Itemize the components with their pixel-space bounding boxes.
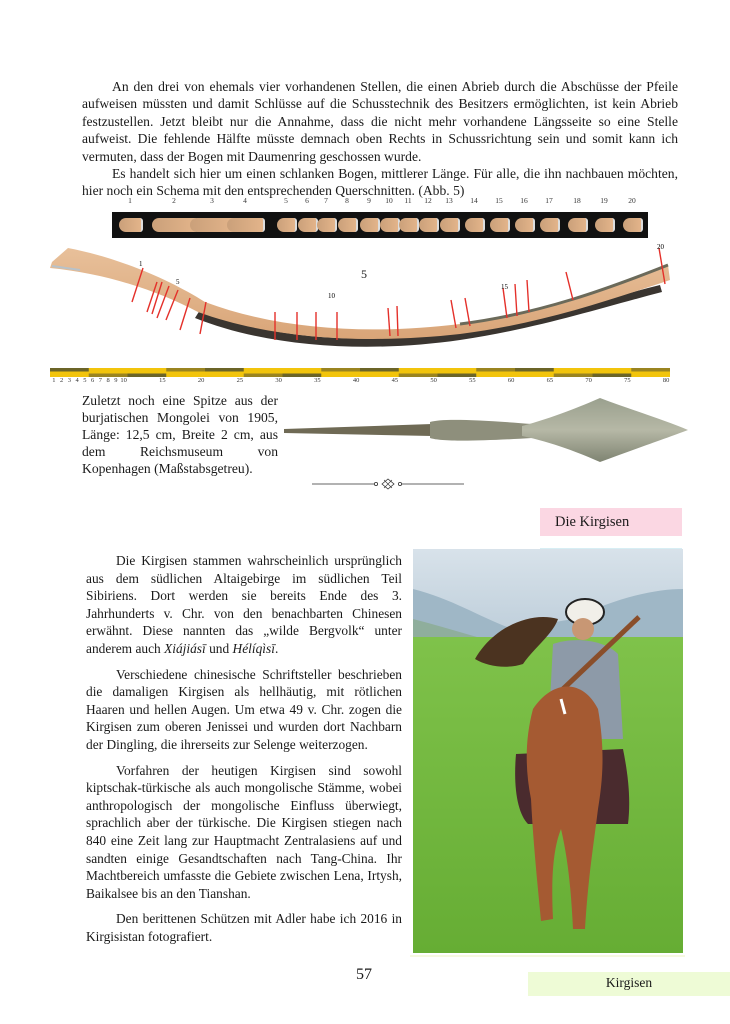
scale-label: 7 xyxy=(98,377,102,384)
cross-section-label: 15 xyxy=(495,196,503,205)
cross-section-label: 17 xyxy=(545,196,553,205)
scale-label: 55 xyxy=(469,377,476,384)
scale-label: 2 xyxy=(60,377,64,384)
cross-section-piece xyxy=(465,218,485,232)
scale-label: 35 xyxy=(314,377,321,384)
cross-section-piece xyxy=(399,218,419,232)
cross-section-piece xyxy=(338,218,358,232)
scale-stripe xyxy=(631,368,670,372)
scale-label: 30 xyxy=(275,377,282,384)
section-heading-box xyxy=(540,508,682,536)
cross-section-piece xyxy=(298,218,318,232)
section-cut-line xyxy=(515,284,517,316)
section-cut-line xyxy=(397,306,398,336)
scale-label: 75 xyxy=(624,377,631,384)
cross-section-label: 16 xyxy=(520,196,528,205)
cross-section-label: 14 xyxy=(470,196,478,205)
chapter-tag-label: Kirgisen xyxy=(605,975,653,990)
scale-stripe xyxy=(166,368,205,372)
paragraph: Verschiedene chinesische Schriftsteller beschrieben die damaligen Kirgisen als hellhäutig, mit rötlichen Haaren und hellen Augen. Um etwa 49 v. Chr. zogen die Kirgisen zum oberen Jenissei und wurden dort Nachbarn der Dingling, die ihrerseits zur Selenge weiterzogen. xyxy=(86,666,402,752)
page-number: 57 xyxy=(356,966,372,983)
divider xyxy=(410,955,685,957)
rider-face xyxy=(572,618,594,640)
intro-text-block xyxy=(82,78,678,200)
cross-section-piece xyxy=(515,218,535,232)
cross-section-piece xyxy=(227,218,265,232)
scale-label: 6 xyxy=(91,377,95,384)
arrowhead-image xyxy=(282,396,692,466)
scale-label: 4 xyxy=(75,377,79,384)
photo-mounted-archer xyxy=(413,549,683,953)
cross-section-label: 10 xyxy=(385,196,393,205)
cross-section-piece xyxy=(623,218,643,232)
bow-marker-1: 1 xyxy=(139,260,143,268)
cross-section-piece xyxy=(317,218,337,232)
scale-stripe xyxy=(50,368,89,372)
cross-section-piece xyxy=(540,218,560,232)
arrowhead-tang xyxy=(284,424,432,436)
paragraph: Es handelt sich hier um einen schlanken Bogen, mittlerer Länge. Für alle, die ihn nachbauen möchten, hier noch ein Schema mit den entsprechenden Querschnitten. (Abb. 5) xyxy=(82,166,678,199)
scale-label: 50 xyxy=(430,377,437,384)
section-cut-line xyxy=(451,300,456,328)
ornament-divider xyxy=(312,478,464,490)
cross-section-label: 19 xyxy=(600,196,608,205)
scale-label: 10 xyxy=(120,377,127,384)
bow-limb xyxy=(50,248,670,339)
scale-label: 40 xyxy=(352,377,360,384)
chapter-tag xyxy=(528,972,730,996)
caption-text: Zuletzt noch eine Spitze aus der burjatischen Mongolei von 1905, Länge: 12,5 cm, Breite 2 cm, aus dem Reichsmuseum von Kopenhagen (Maßstabsgetreu). xyxy=(82,393,278,476)
scale-label: 1 xyxy=(52,377,56,384)
section-cut-line xyxy=(503,288,507,318)
cross-section-label: 3 xyxy=(210,196,214,205)
cross-section-piece xyxy=(419,218,439,232)
cross-section-label: 2 xyxy=(172,196,176,205)
cross-section-label: 7 xyxy=(324,196,328,205)
paragraph: Die Kirgisen stammen wahrscheinlich ursprünglich aus dem südlichen Altaigebirge im südlichen Teil Sibiriens. Dort werden sie bereits Ende des 3. Jahrhunderts v. Chr. von den benachbarten Chinesen erwähnt. Diese nannten das „wilde Bergvolk“ unter anderem auch Xiájiásī und Hélíqìsī. xyxy=(86,553,402,656)
cross-section-piece xyxy=(119,218,143,232)
cross-section-piece xyxy=(380,218,400,232)
cross-section-label: 6 xyxy=(305,196,309,205)
section-cut-line xyxy=(527,280,529,312)
cross-section-piece xyxy=(595,218,615,232)
arrowhead-blade xyxy=(522,398,688,462)
cross-section-piece xyxy=(277,218,297,232)
cross-section-piece xyxy=(360,218,380,232)
cross-section-label: 12 xyxy=(424,196,432,205)
arrowhead-socket xyxy=(430,420,532,441)
chinese-term: Hélíqìsī xyxy=(232,640,275,656)
scale-stripe xyxy=(321,368,360,372)
cross-section-label: 1 xyxy=(128,196,132,205)
cross-section-piece xyxy=(440,218,460,232)
paragraph: Den berittenen Schützen mit Adler habe ich 2016 in Kirgisistan fotografiert. xyxy=(86,911,402,944)
bow-diagram xyxy=(40,240,690,360)
section-heading: Die Kirgisen xyxy=(555,514,630,530)
scale-labels xyxy=(50,377,670,387)
cross-section-piece xyxy=(490,218,510,232)
cross-section-label: 11 xyxy=(404,196,412,205)
cross-section-label: 13 xyxy=(445,196,453,205)
body-text-column xyxy=(86,552,402,953)
scale-label: 45 xyxy=(391,377,399,384)
scale-label: 60 xyxy=(507,377,515,384)
scale-stripe xyxy=(476,368,515,372)
scale-label: 5 xyxy=(83,377,87,384)
bow-marker-15: 15 xyxy=(501,283,508,291)
bow-marker-5: 5 xyxy=(176,278,180,286)
scale-label: 3 xyxy=(67,377,71,384)
scale-label: 9 xyxy=(114,377,118,384)
arrowhead-caption xyxy=(82,392,278,477)
chinese-term: Xiájiásī xyxy=(164,640,206,656)
scale-stripe xyxy=(360,368,399,372)
scale-label: 20 xyxy=(197,377,205,384)
figure-label: 5 xyxy=(361,267,367,281)
scale-label: 80 xyxy=(662,377,670,384)
scale-stripe xyxy=(205,368,244,372)
paragraph: Vorfahren der heutigen Kirgisen sind sowohl kiptschak-türkische als auch mongolische Stämme, wobei anthropologisch der mongolische Einfluss überwiegt, sprachlich aber der türkische. Die Kirgisen stiegen nach 840 eine Zeit lang zur Hauptmacht Zentralasiens auf und sandten einige Gesandtschaften nach Tang-China. Ihr Machtbereich umfasste die Gebiete zwischen Lena, Irtysh, Baikalsee bis an den Tianshan. xyxy=(86,762,402,901)
scale-stripe xyxy=(515,368,554,372)
cross-section-labels xyxy=(112,196,648,210)
cross-section-strip xyxy=(112,212,648,238)
cross-section-label: 20 xyxy=(628,196,636,205)
bow-marker-10: 10 xyxy=(328,292,335,300)
paragraph: An den drei von ehemals vier vorhandenen Stellen, die einen Abrieb durch die Abschüsse der Pfeile aufweisen müssten und damit Schlüsse auf die Schusstechnik des Besitzers ermöglichten, ist kein Abrieb festzustellen. Jetzt bleibt nur die Annahme, dass die nicht mehr vorhandene Längsseite so eine Stelle aufweist. Die fehlende Hälfte müsste demnach oben Rechts in Schussrichtung sein und somit kann ich vermuten, dass der Bogen mit Daumenring geschossen wurde. xyxy=(82,79,678,164)
scale-label: 15 xyxy=(159,377,166,384)
section-cut-line xyxy=(566,272,573,300)
bow-marker-20: 20 xyxy=(657,243,664,251)
scale-label: 70 xyxy=(585,377,592,384)
scale-label: 8 xyxy=(106,377,110,384)
scale-label: 25 xyxy=(236,377,244,384)
cross-section-label: 4 xyxy=(243,196,247,205)
cross-section-label: 5 xyxy=(284,196,288,205)
scale-label: 65 xyxy=(546,377,554,384)
cross-section-label: 8 xyxy=(345,196,349,205)
cross-section-piece xyxy=(568,218,588,232)
scale-bar xyxy=(50,368,670,377)
cross-section-label: 18 xyxy=(573,196,581,205)
cross-section-label: 9 xyxy=(367,196,371,205)
